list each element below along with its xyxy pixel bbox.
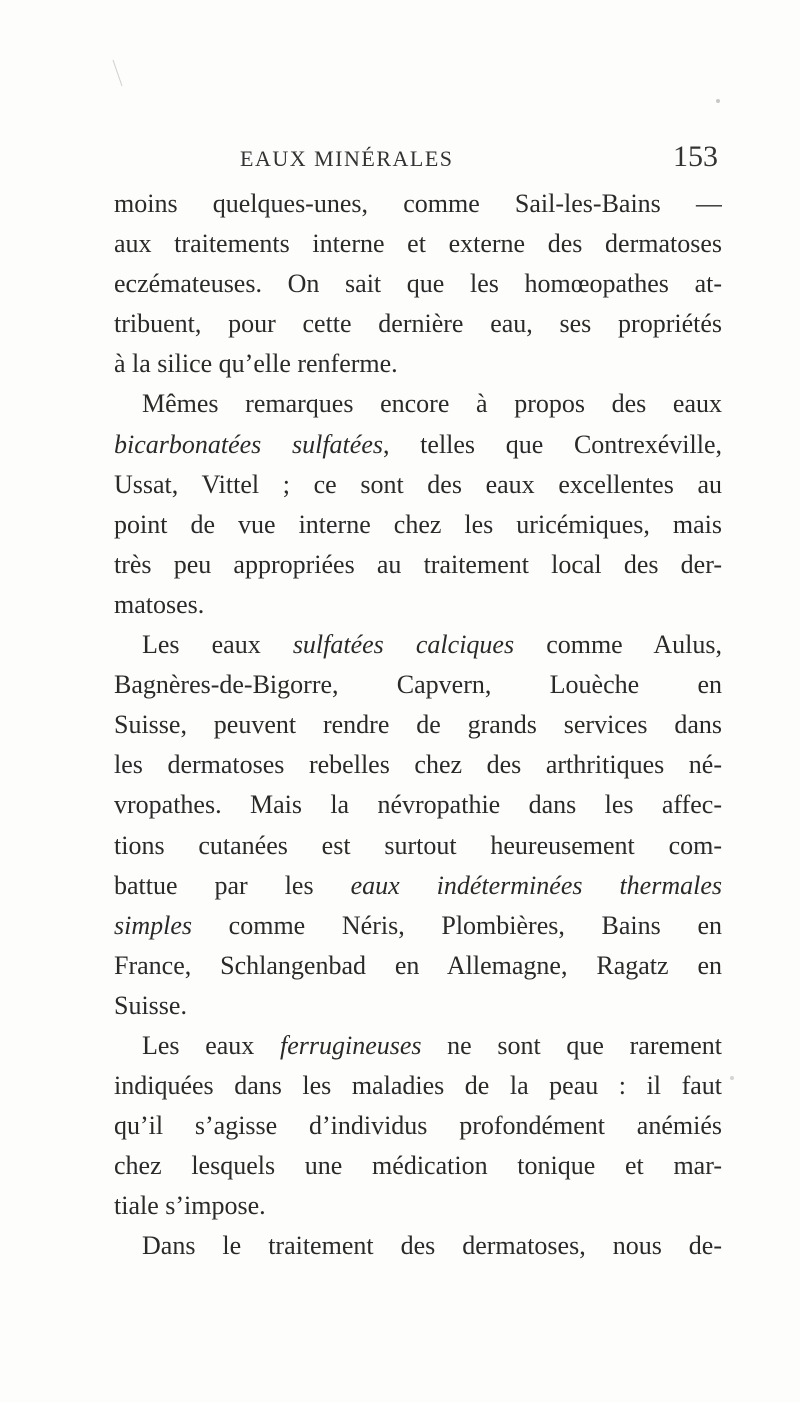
italic-text: ferrugineuses [279,1030,422,1060]
text-line [114,906,722,946]
text-segment: comme Néris, Plombières, Bains en [192,910,722,940]
text-segment: Suisse. [114,990,187,1020]
text-line [114,184,722,224]
text-segment: comme Aulus, [514,630,722,660]
italic-text: simples [114,910,192,940]
text-segment: les dermatoses rebelles chez des arthritiques né- [114,750,722,780]
italic-text: eaux indéterminées thermales [350,870,722,900]
text-line [114,665,722,705]
text-line [114,946,722,986]
text-segment: qu’il s’agisse d’individus profondément anémiés [114,1111,722,1141]
text-segment: à la silice qu’elle renferme. [114,349,398,379]
paper-speck [730,1076,734,1080]
text-line [114,384,722,424]
text-segment: chez lesquels une médication tonique et mar- [114,1151,722,1181]
text-segment: battue par les [114,870,351,900]
text-segment: Bagnères-de-Bigorre, Capvern, Louèche en [114,670,722,700]
text-line [114,264,722,304]
text-segment: , telles que Contrexéville, [382,429,722,459]
text-line [114,745,722,785]
text-line [114,425,722,465]
text-line [114,826,722,866]
text-line [114,1026,722,1066]
text-segment: Les eaux [142,630,293,660]
running-title: EAUX MINÉRALES [240,146,454,171]
text-segment: matoses. [114,589,205,619]
text-segment: Ussat, Vittel ; ce sont des eaux excellentes au [114,469,722,499]
text-segment: Mêmes remarques encore à propos des eaux [142,389,722,419]
text-line [114,1226,722,1266]
paper-speck [716,99,720,103]
text-segment: point de vue interne chez les uricémiques, mais [114,509,722,539]
italic-text: bicarbonatées sulfatées [114,429,383,459]
text-line [114,1066,722,1106]
text-segment: Dans le traitement des dermatoses, nous de- [142,1231,722,1261]
text-line [114,1146,722,1186]
text-segment: tions cutanées est surtout heureusement com- [114,830,722,860]
text-line [114,224,722,264]
text-line [114,545,722,585]
text-segment: eczémateuses. On sait que les homœopathes at- [114,269,722,299]
text-line [114,505,722,545]
text-segment: France, Schlangenbad en Allemagne, Ragatz en [114,950,722,980]
text-line [114,1186,722,1226]
italic-text: sulfatées calciques [292,630,515,660]
text-segment: tribuent, pour cette dernière eau, ses propriétés [114,309,722,339]
text-segment: Les eaux [142,1030,280,1060]
body-text [114,184,722,1267]
text-line [114,986,722,1026]
text-segment: Suisse, peuvent rendre de grands services dans [114,710,722,740]
text-line [114,465,722,505]
text-segment: moins quelques-unes, comme Sail-les-Bains — [114,189,722,218]
text-segment: vropathes. Mais la névropathie dans les affec- [114,790,722,820]
paper-mark [113,60,122,86]
text-line [114,585,722,625]
text-segment: indiquées dans les maladies de la peau : il faut [114,1071,722,1101]
text-line [114,625,722,665]
text-segment: tiale s’impose. [114,1191,266,1221]
text-line [114,785,722,825]
text-segment: aux traitements interne et externe des dermatoses [114,229,722,259]
page-header [114,140,718,180]
text-line [114,304,722,344]
text-line [114,344,722,384]
page-number: 153 [673,140,718,173]
text-line [114,866,722,906]
text-segment: ne sont que rarement [421,1030,722,1060]
text-line [114,705,722,745]
text-segment: très peu appropriées au traitement local des der- [114,549,722,579]
text-line [114,1106,722,1146]
